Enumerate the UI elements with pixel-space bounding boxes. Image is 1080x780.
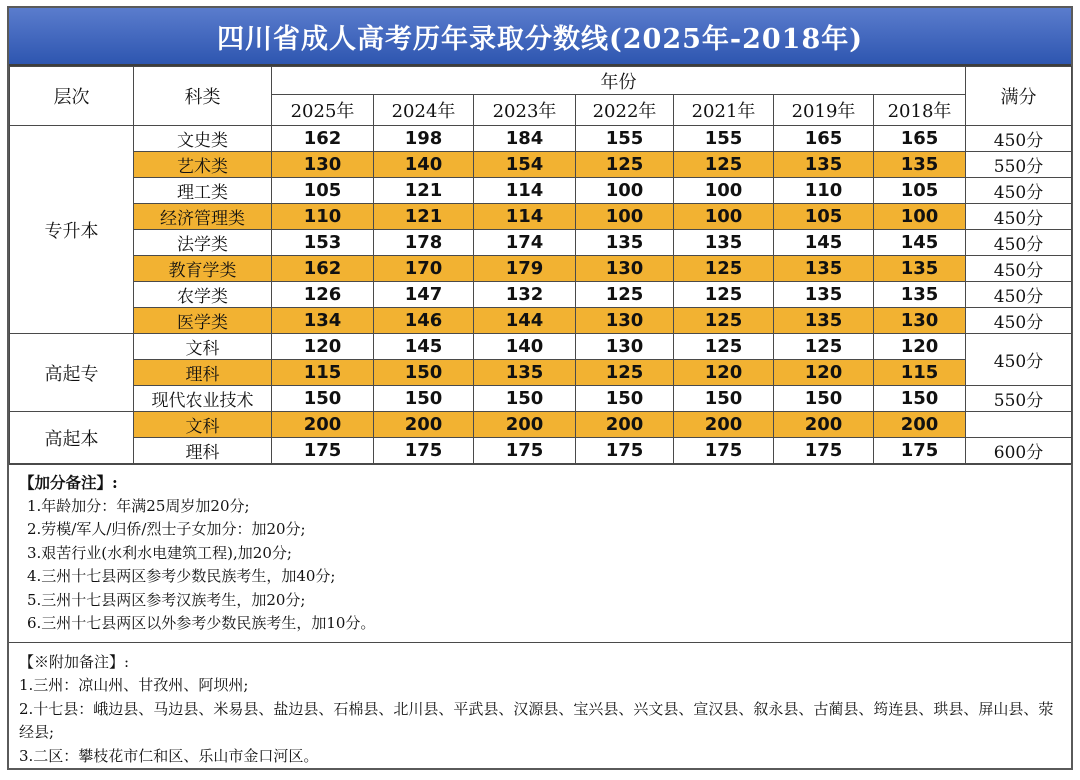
bonus-notes-heading: 【加分备注】: xyxy=(19,473,118,492)
subject-cell: 文科 xyxy=(134,334,272,360)
score-cell: 140 xyxy=(374,152,474,178)
full-score-cell: 450分 xyxy=(966,178,1072,204)
score-cell: 100 xyxy=(674,204,774,230)
score-cell: 114 xyxy=(474,178,576,204)
score-cell: 105 xyxy=(874,178,966,204)
score-cell: 200 xyxy=(874,412,966,438)
full-score-cell: 550分 xyxy=(966,386,1072,412)
score-cell: 179 xyxy=(474,256,576,282)
score-cell: 125 xyxy=(674,256,774,282)
score-cell: 125 xyxy=(674,334,774,360)
score-cell: 162 xyxy=(272,126,374,152)
score-cell: 200 xyxy=(374,412,474,438)
score-cell: 110 xyxy=(272,204,374,230)
score-cell: 132 xyxy=(474,282,576,308)
table-row xyxy=(10,256,1072,282)
score-cell: 175 xyxy=(774,438,874,464)
subject-cell: 文科 xyxy=(134,412,272,438)
table-row xyxy=(10,360,1072,386)
score-cell: 115 xyxy=(874,360,966,386)
bonus-notes xyxy=(9,464,1071,640)
score-cell: 130 xyxy=(576,334,674,360)
document-frame xyxy=(7,6,1073,770)
score-cell: 170 xyxy=(374,256,474,282)
score-cell: 105 xyxy=(774,204,874,230)
score-cell: 130 xyxy=(576,308,674,334)
score-cell: 200 xyxy=(272,412,374,438)
score-cell: 150 xyxy=(874,386,966,412)
subject-cell: 艺术类 xyxy=(134,152,272,178)
subject-cell: 教育学类 xyxy=(134,256,272,282)
score-cell: 100 xyxy=(576,178,674,204)
full-score-cell: 450分 xyxy=(966,308,1072,334)
level-cell: 高起专 xyxy=(10,334,134,412)
score-cell: 130 xyxy=(576,256,674,282)
score-cell: 115 xyxy=(272,360,374,386)
table-row xyxy=(10,152,1072,178)
header-level: 层次 xyxy=(10,67,134,126)
score-cell: 135 xyxy=(774,308,874,334)
subject-cell: 医学类 xyxy=(134,308,272,334)
subject-cell: 理工类 xyxy=(134,178,272,204)
table-row xyxy=(10,386,1072,412)
score-cell: 135 xyxy=(874,152,966,178)
note-item: 1.年龄加分：年满25周岁加20分; xyxy=(27,496,250,515)
table-row xyxy=(10,334,1072,360)
score-cell: 175 xyxy=(576,438,674,464)
score-cell: 200 xyxy=(774,412,874,438)
score-cell: 155 xyxy=(674,126,774,152)
score-cell: 125 xyxy=(674,282,774,308)
header-year-group: 年份 xyxy=(272,67,966,95)
score-cell: 140 xyxy=(474,334,576,360)
score-cell: 120 xyxy=(874,334,966,360)
score-cell: 100 xyxy=(674,178,774,204)
score-cell: 135 xyxy=(474,360,576,386)
score-cell: 175 xyxy=(474,438,576,464)
score-cell: 145 xyxy=(374,334,474,360)
note-item: 2.十七县：峨边县、马边县、米易县、盐边县、石棉县、北川县、平武县、汉源县、宝兴县、兴文县、宣汉县、叙永县、古蔺县、筠连县、珙县、屏山县、荥经县; xyxy=(19,699,1054,741)
score-cell: 125 xyxy=(576,152,674,178)
page-title: 四川省成人高考历年录取分数线(2025年-2018年) xyxy=(9,8,1071,66)
full-score-cell: 450分 xyxy=(966,256,1072,282)
score-cell: 150 xyxy=(272,386,374,412)
score-cell: 198 xyxy=(374,126,474,152)
level-cell: 高起本 xyxy=(10,412,134,464)
header-year: 2021年 xyxy=(674,95,774,126)
score-cell: 155 xyxy=(576,126,674,152)
table-row xyxy=(10,178,1072,204)
score-cell: 110 xyxy=(774,178,874,204)
score-cell: 135 xyxy=(674,230,774,256)
score-cell: 150 xyxy=(374,360,474,386)
score-cell: 147 xyxy=(374,282,474,308)
header-year: 2019年 xyxy=(774,95,874,126)
score-cell: 130 xyxy=(874,308,966,334)
score-cell: 125 xyxy=(674,152,774,178)
table-row xyxy=(10,438,1072,464)
extra-notes xyxy=(9,642,1071,773)
table-row xyxy=(10,308,1072,334)
score-cell: 100 xyxy=(576,204,674,230)
subject-cell: 理科 xyxy=(134,360,272,386)
score-cell: 114 xyxy=(474,204,576,230)
header-year: 2023年 xyxy=(474,95,576,126)
level-cell: 专升本 xyxy=(10,126,134,334)
full-score-cell: 450分 xyxy=(966,334,1072,386)
score-cell: 150 xyxy=(576,386,674,412)
score-cell: 135 xyxy=(774,256,874,282)
score-cell: 145 xyxy=(874,230,966,256)
score-cell: 120 xyxy=(774,360,874,386)
score-cell: 154 xyxy=(474,152,576,178)
score-cell: 165 xyxy=(874,126,966,152)
score-cell: 150 xyxy=(374,386,474,412)
score-cell: 121 xyxy=(374,204,474,230)
score-cell: 200 xyxy=(576,412,674,438)
score-cell: 153 xyxy=(272,230,374,256)
score-cell: 135 xyxy=(874,256,966,282)
score-cell: 125 xyxy=(576,360,674,386)
score-cell: 125 xyxy=(774,334,874,360)
header-year: 2025年 xyxy=(272,95,374,126)
score-cell: 120 xyxy=(674,360,774,386)
header-full-score: 满分 xyxy=(966,67,1072,126)
score-cell: 135 xyxy=(774,282,874,308)
full-score-cell: 600分 xyxy=(966,438,1072,464)
score-cell: 134 xyxy=(272,308,374,334)
score-cell: 150 xyxy=(674,386,774,412)
score-cell: 120 xyxy=(272,334,374,360)
note-item: 2.劳模/军人/归侨/烈士子女加分：加20分; xyxy=(27,520,306,538)
header-year: 2018年 xyxy=(874,95,966,126)
score-cell: 146 xyxy=(374,308,474,334)
note-item: 6.三州十七县两区以外参考少数民族考生，加10分。 xyxy=(27,614,376,632)
header-year: 2024年 xyxy=(374,95,474,126)
score-cell: 175 xyxy=(272,438,374,464)
score-cell: 200 xyxy=(674,412,774,438)
table-row xyxy=(10,282,1072,308)
full-score-cell: 450分 xyxy=(966,126,1072,152)
score-cell: 135 xyxy=(774,152,874,178)
score-cell: 175 xyxy=(874,438,966,464)
score-cell: 105 xyxy=(272,178,374,204)
score-cell: 175 xyxy=(374,438,474,464)
full-score-cell: 450分 xyxy=(966,204,1072,230)
extra-notes-heading: 【※附加备注】: xyxy=(19,652,130,671)
score-cell: 175 xyxy=(674,438,774,464)
score-cell: 178 xyxy=(374,230,474,256)
score-cell: 125 xyxy=(576,282,674,308)
subject-cell: 经济管理类 xyxy=(134,204,272,230)
table-row xyxy=(10,230,1072,256)
note-item: 3.二区：攀枝花市仁和区、乐山市金口河区。 xyxy=(19,746,319,765)
full-score-cell: 550分 xyxy=(966,152,1072,178)
score-cell: 174 xyxy=(474,230,576,256)
score-cell: 130 xyxy=(272,152,374,178)
full-score-cell: 450分 xyxy=(966,230,1072,256)
subject-cell: 现代农业技术 xyxy=(134,386,272,412)
note-item: 4.三州十七县两区参考少数民族考生，加40分; xyxy=(27,567,336,585)
full-score-cell: 450分 xyxy=(966,282,1072,308)
note-item: 1.三州：凉山州、甘孜州、阿坝州; xyxy=(19,676,249,694)
score-table xyxy=(9,66,1072,464)
score-cell: 135 xyxy=(576,230,674,256)
subject-cell: 理科 xyxy=(134,438,272,464)
header-year: 2022年 xyxy=(576,95,674,126)
score-cell: 162 xyxy=(272,256,374,282)
score-cell: 126 xyxy=(272,282,374,308)
score-cell: 121 xyxy=(374,178,474,204)
table-row xyxy=(10,204,1072,230)
score-cell: 100 xyxy=(874,204,966,230)
subject-cell: 法学类 xyxy=(134,230,272,256)
score-cell: 145 xyxy=(774,230,874,256)
subject-cell: 农学类 xyxy=(134,282,272,308)
table-row xyxy=(10,412,1072,438)
score-cell: 165 xyxy=(774,126,874,152)
table-row xyxy=(10,126,1072,152)
header-subject: 科类 xyxy=(134,67,272,126)
note-item: 3.艰苦行业(水利水电建筑工程),加20分; xyxy=(27,543,292,562)
subject-cell: 文史类 xyxy=(134,126,272,152)
score-cell: 184 xyxy=(474,126,576,152)
full-score-cell xyxy=(966,412,1072,438)
score-cell: 150 xyxy=(474,386,576,412)
score-cell: 144 xyxy=(474,308,576,334)
score-cell: 150 xyxy=(774,386,874,412)
score-cell: 135 xyxy=(874,282,966,308)
score-cell: 200 xyxy=(474,412,576,438)
note-item: 5.三州十七县两区参考汉族考生，加20分; xyxy=(27,590,306,609)
score-cell: 125 xyxy=(674,308,774,334)
